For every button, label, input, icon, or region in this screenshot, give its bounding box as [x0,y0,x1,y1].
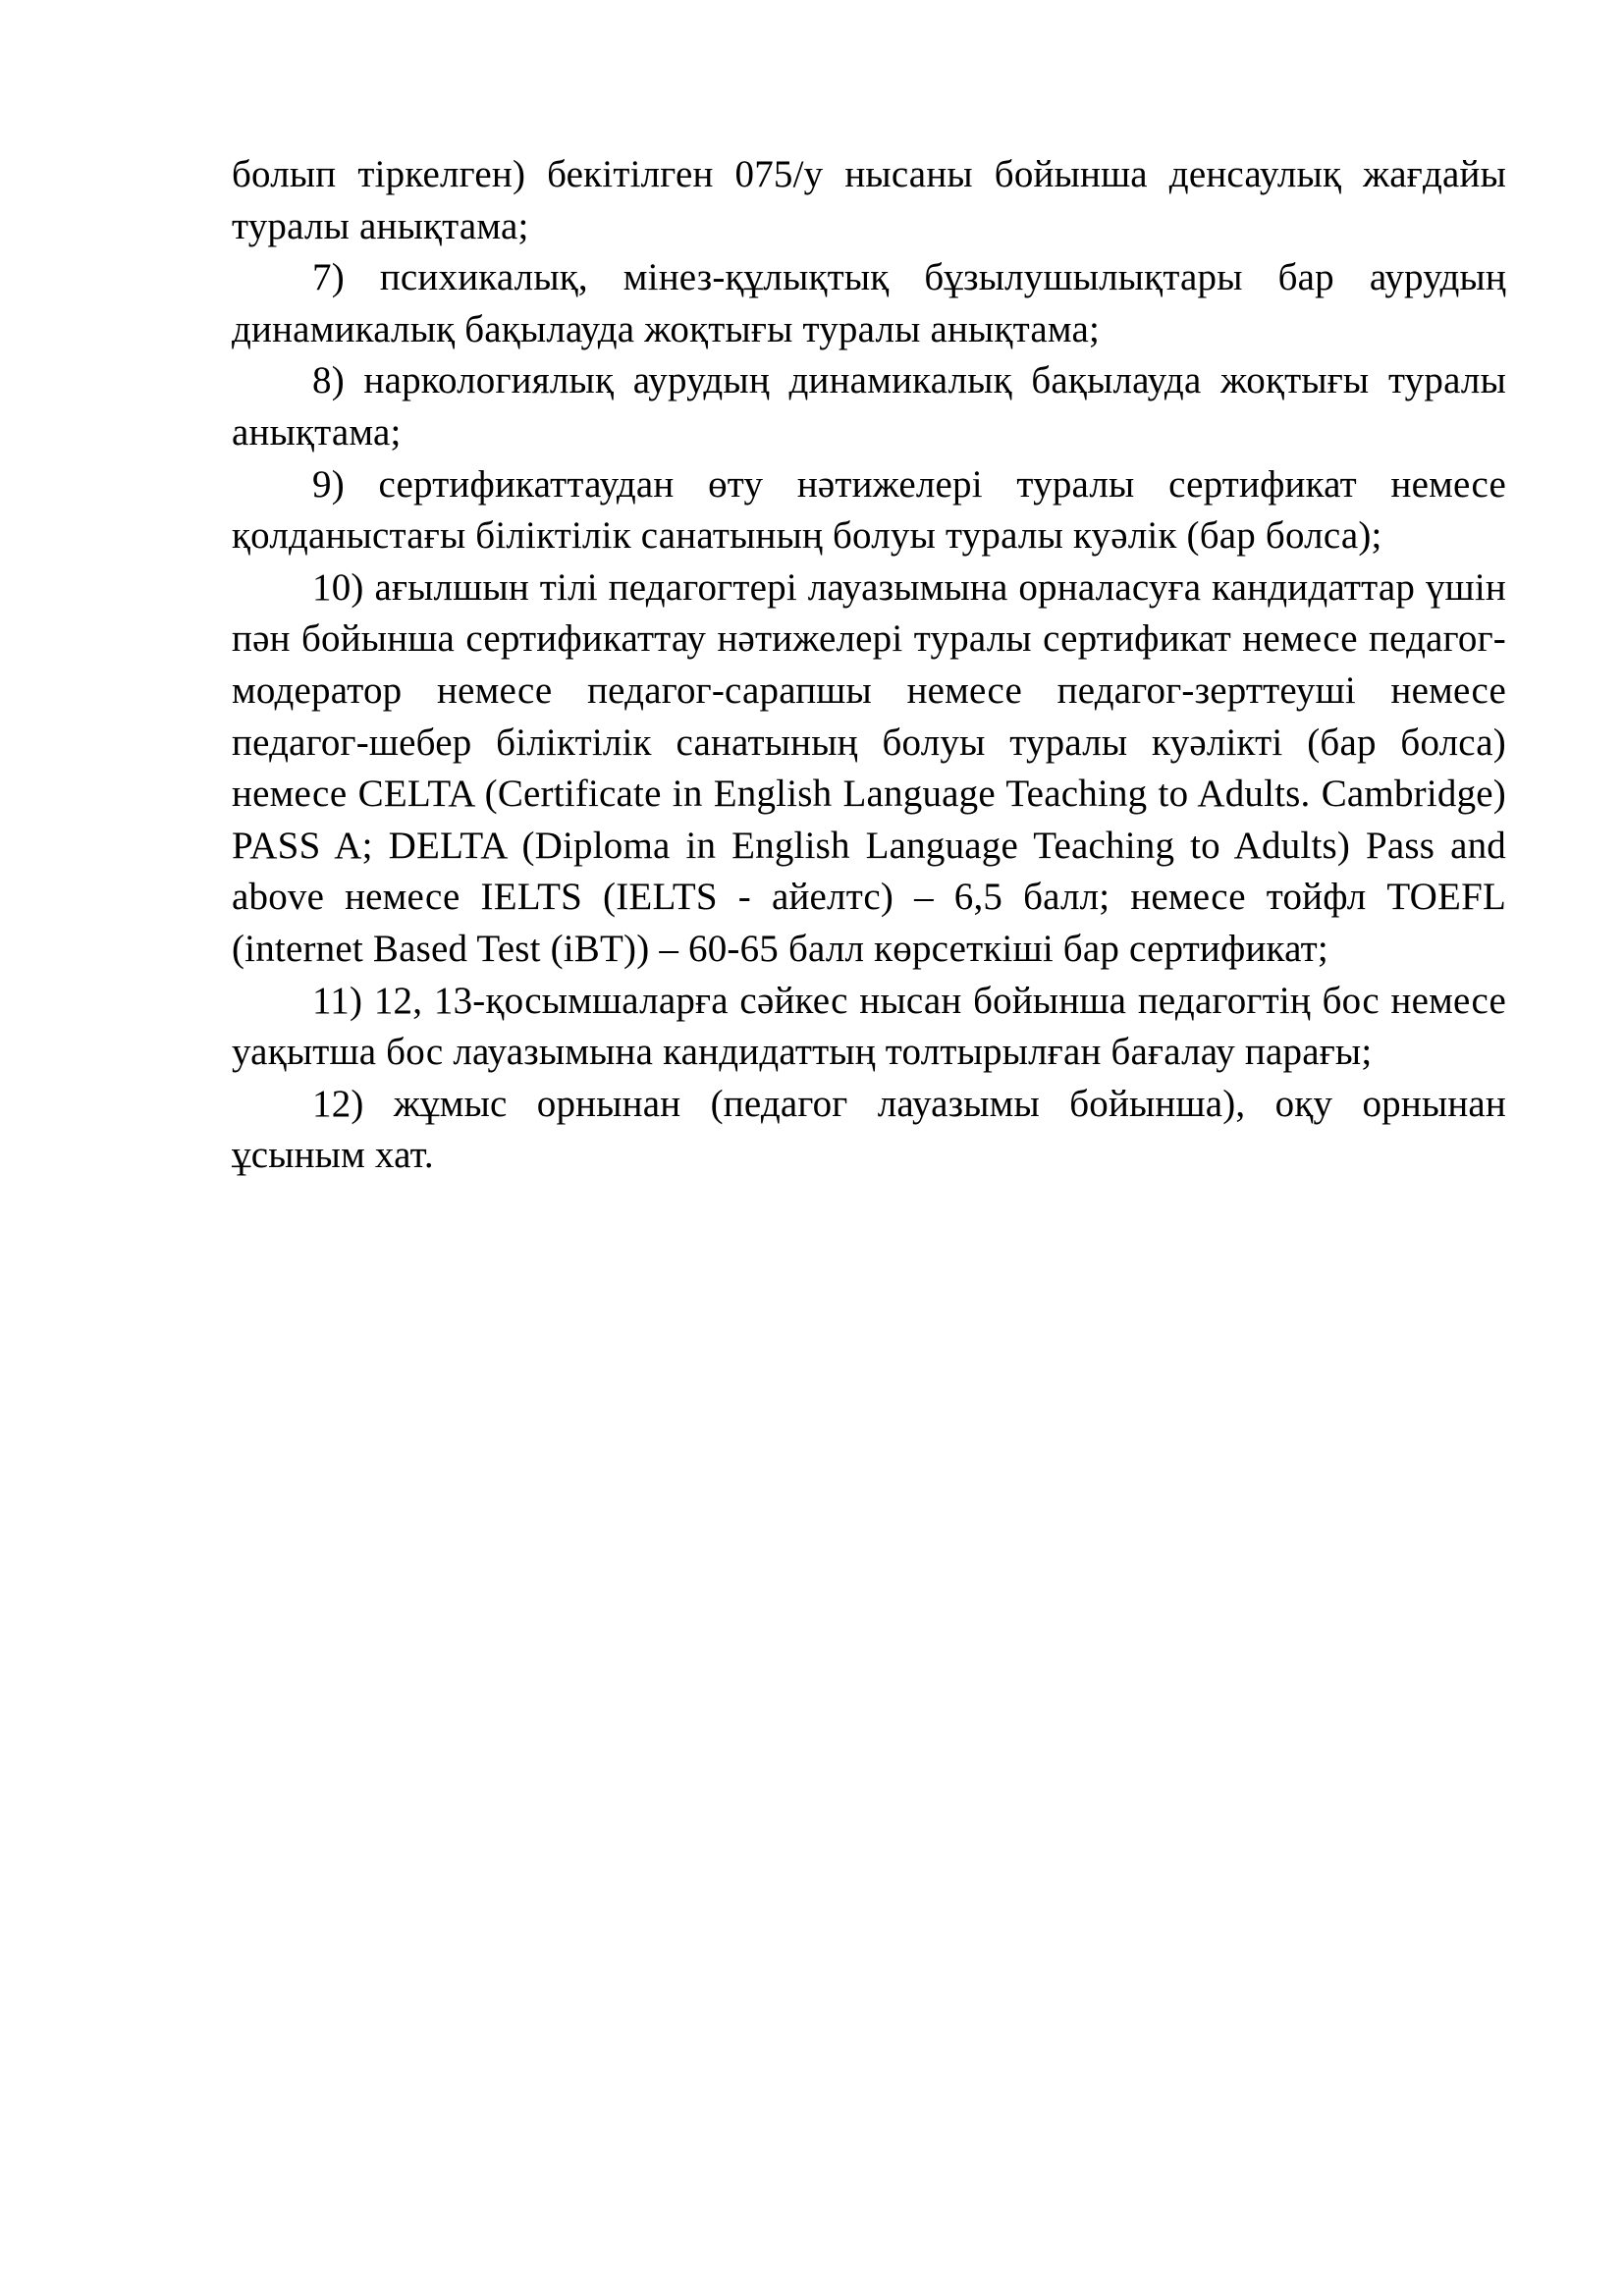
paragraph-item-9: 9) сертификаттаудан өту нәтижелері туралы сертификат немесе қолданыстағы біліктілік санатының болуы туралы куәлік (бар болса); [232,462,1506,558]
paragraph-item-8: 8) наркологиялық аурудың динамикалық бақылауда жоқтығы туралы анықтама; [232,359,1506,454]
paragraph-item-11: 11) 12, 13-қосымшаларға сәйкес нысан бойынша педагогтің бос немесе уақытша бос лауазымына кандидаттың толтырылған бағалау парағы; [232,979,1506,1074]
paragraph-item-10: 10) ағылшын тілі педагогтері лауазымына орналасуға кандидаттар үшін пән бойынша сертификаттау нәтижелері туралы сертификат немесе педагог-модератор немесе педагог-сарапшы немесе педагог-зерттеуші немесе педагог-шебер біліктілік санатының болуы туралы куәлікті (бар болса) немесе CELTA (Certificate in English Language Teaching to Adults. Cambridge) PASS A; DELTA (Diploma in English Language Teaching to Adults) Pass and above немесе IELTS (IELTS - айелтс) – 6,5 балл; немесе тойфл TOEFL (internet Based Test (iBT)) – 60-65 балл көрсеткіші бар сертификат; [232,565,1506,970]
paragraph-continuation: болып тіркелген) бекітілген 075/у нысаны бойынша денсаулық жағдайы туралы анықтама; [232,153,1506,247]
paragraph-item-7: 7) психикалық, мінез-құлықтық бұзылушылықтары бар аурудың динамикалық бақылауда жоқтығы туралы анықтама; [232,256,1506,350]
paragraph-item-12: 12) жұмыс орнынан (педагог лауазымы бойынша), оқу орнынан ұсыным хат. [232,1082,1506,1177]
text-block [232,149,1506,1182]
